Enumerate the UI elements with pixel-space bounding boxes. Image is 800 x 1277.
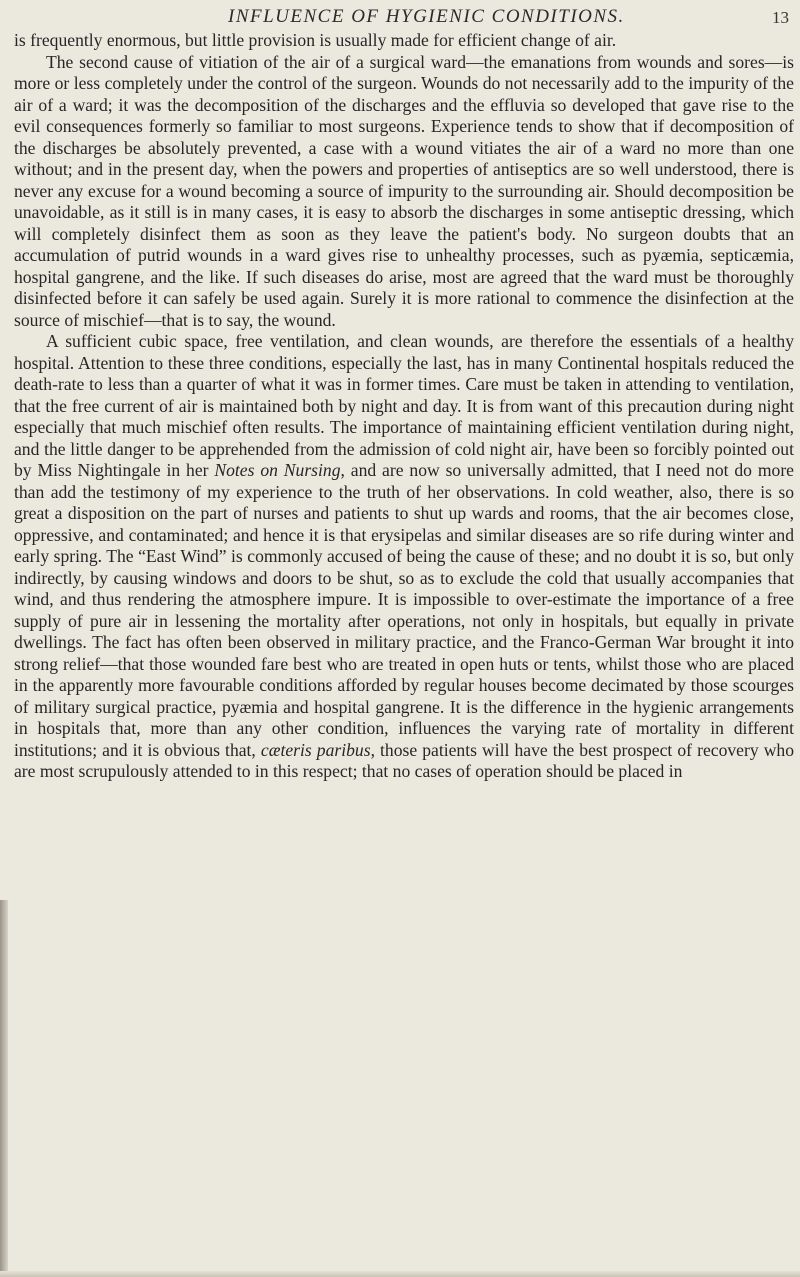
italic-run: cæteris paribus <box>260 739 371 760</box>
paragraph <box>14 52 794 332</box>
running-title: INFLUENCE OF HYGIENIC CONDITIONS. <box>228 6 625 27</box>
italic-run: Notes on Nursing <box>214 460 341 480</box>
body-text <box>14 30 794 783</box>
paragraph <box>14 30 794 52</box>
page-number: 13 <box>772 8 789 27</box>
text-run: , those patients will have the best prospect of recovery who are most scrupulously attended to in this respect; that no cases of operation should be placed in <box>14 739 794 781</box>
page-bottom-edge <box>0 1271 800 1277</box>
text-run: is frequently enormous, but little provision is usually made for efficient change of air. <box>14 30 617 50</box>
running-head <box>0 6 800 32</box>
text-run: , and are now so universally admitted, that I need not do more than add the testimony of my experience to the truth of her observations. In cold weather, also, there is so great a disposition on the part of nurses and patients to shut up wards and rooms, that the air becomes close, oppressive, and contaminated; and hence it is that erysipelas and similar diseases are so rife during winter and early spring. The “East Wind” is commonly accused of being the cause of these; and no doubt it is so, but only indirectly, by causing windows and doors to be shut, so as to exclude the cold that usually accompanies that wind, and thus rendering the atmosphere impure. It is impossible to over-estimate the importance of a free supply of pure air in lessening the mortality after operations, not only in hospitals, but equally in private dwellings. The fact has often been observed in military practice, and the Franco-German War brought it into strong relief—that those wounded fare best who are treated in open huts or tents, whilst those who are placed in the apparently more favourable conditions afforded by regular houses become decimated by those scourges of military surgical practice, pyæmia and hospital gangrene. It is the difference in the hygienic arrangements in hospitals that, more than any other condition, influences the varying rate of mortality in different institutions; and it is obvious that, <box>14 460 794 760</box>
text-run: A sufficient cubic space, free ventilation, and clean wounds, are therefore the essentials of a healthy hospital. Attention to these three conditions, especially the last, has in many Continental hospitals reduced the death-rate to less than a quarter of what it was in former times. Care must be taken in attending to ventilation, that the free current of air is maintained both by night and day. It is from want of this precaution during night especially that much mischief often results. The importance of maintaining efficient ventilation during night, and the little danger to be apprehended from the admission of cold night air, have been so forcibly pointed out by Miss Nightingale in her <box>14 331 794 480</box>
paragraph <box>14 331 794 783</box>
page-edge-shadow <box>0 900 8 1277</box>
text-run: The second cause of vitiation of the air of a surgical ward—the emanations from wounds and sores—is more or less completely under the control of the surgeon. Wounds do not necessarily add to the impurity of the air of a ward; it was the decomposition of the discharges and the effluvia so developed that gave rise to the evil consequences formerly so familiar to most surgeons. Experience tends to show that if decomposition of the discharges be absolutely prevented, a case with a wound vitiates the air of a ward no more than one without; and in the present day, when the powers and properties of antiseptics are so well understood, there is never any excuse for a wound becoming a source of impurity to the surrounding air. Should decomposition be unavoidable, as it still is in many cases, it is easy to absorb the discharges in some antiseptic dressing, which will completely disinfect them as soon as they leave the patient's body. No surgeon doubts that an accumulation of putrid wounds in a ward gives rise to unhealthy processes, such as pyæmia, septicæmia, hospital gangrene, and the like. If such diseases do arise, most are agreed that the ward must be thoroughly disinfected before it can safely be used again. Surely it is more rational to commence the disinfection at the source of mischief—that is to say, the wound. <box>14 51 794 330</box>
